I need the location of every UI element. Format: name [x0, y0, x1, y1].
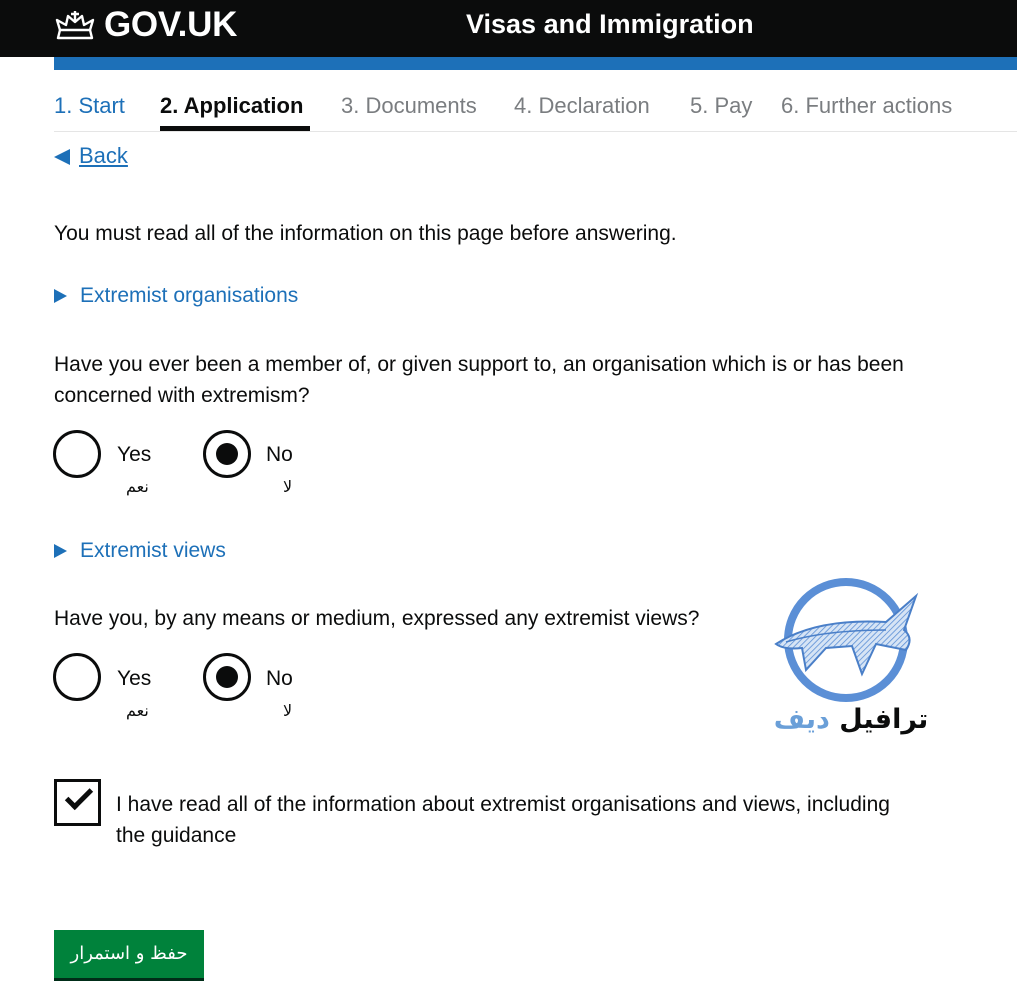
site-header: [0, 0, 1017, 57]
step-documents: 3. Documents: [341, 93, 477, 118]
checkmark-icon: [65, 782, 93, 810]
radio-no-arabic-label: لا: [283, 477, 293, 496]
disclosure-triangle-icon: [54, 289, 67, 303]
disclosure-triangle-icon: [54, 544, 67, 558]
radio-yes-organisations[interactable]: [53, 430, 101, 478]
radio-yes-label[interactable]: Yes: [117, 443, 152, 466]
save-and-continue-button[interactable]: حفظ و استمرار: [54, 930, 204, 978]
question-extremist-views: Have you, by any means or medium, expressed any extremist views?: [54, 607, 700, 630]
govuk-logo[interactable]: GOV.UK: [104, 5, 238, 44]
step-declaration: 4. Declaration: [514, 93, 650, 118]
radio-no-views[interactable]: [203, 653, 251, 701]
back-link[interactable]: Back: [79, 143, 128, 168]
watermark-word-2: ديف: [773, 704, 830, 735]
confirmation-checkbox[interactable]: [54, 779, 101, 826]
radio-no-organisations[interactable]: [203, 430, 251, 478]
radio-no-arabic-label: لا: [283, 701, 293, 720]
confirmation-label[interactable]: I have read all of the information about extremist organisations and views, including the guidance: [116, 793, 890, 847]
radio-yes-arabic-label: نعم: [126, 701, 149, 720]
header-accent-bar: [54, 57, 1017, 70]
step-navigation: [54, 82, 1017, 132]
step-start[interactable]: 1. Start: [54, 93, 125, 118]
radio-selected-dot: [216, 443, 238, 465]
radio-yes-arabic-label: نعم: [126, 477, 149, 496]
question-extremist-organisations: Have you ever been a member of, or given support to, an organisation which is or has been concerned with extremism?: [54, 353, 904, 407]
step-pay: 5. Pay: [690, 93, 753, 118]
watermark-text: [766, 700, 936, 740]
intro-text: You must read all of the information on this page before answering.: [54, 222, 677, 245]
step-further-actions: 6. Further actions: [781, 93, 953, 118]
service-name[interactable]: Visas and Immigration: [466, 9, 754, 39]
crown-icon: [54, 8, 96, 42]
radio-yes-label[interactable]: Yes: [117, 667, 152, 690]
current-step-indicator: [160, 126, 310, 131]
radio-yes-views[interactable]: [53, 653, 101, 701]
details-summary[interactable]: Extremist views: [80, 539, 226, 562]
radio-selected-dot: [216, 666, 238, 688]
watermark-word-1: ترافيل: [839, 704, 929, 735]
radio-no-label[interactable]: No: [266, 667, 293, 690]
back-arrow-icon[interactable]: [54, 149, 70, 165]
radio-no-label[interactable]: No: [266, 443, 293, 466]
step-application[interactable]: 2. Application: [160, 93, 304, 118]
details-summary[interactable]: Extremist organisations: [80, 284, 299, 307]
